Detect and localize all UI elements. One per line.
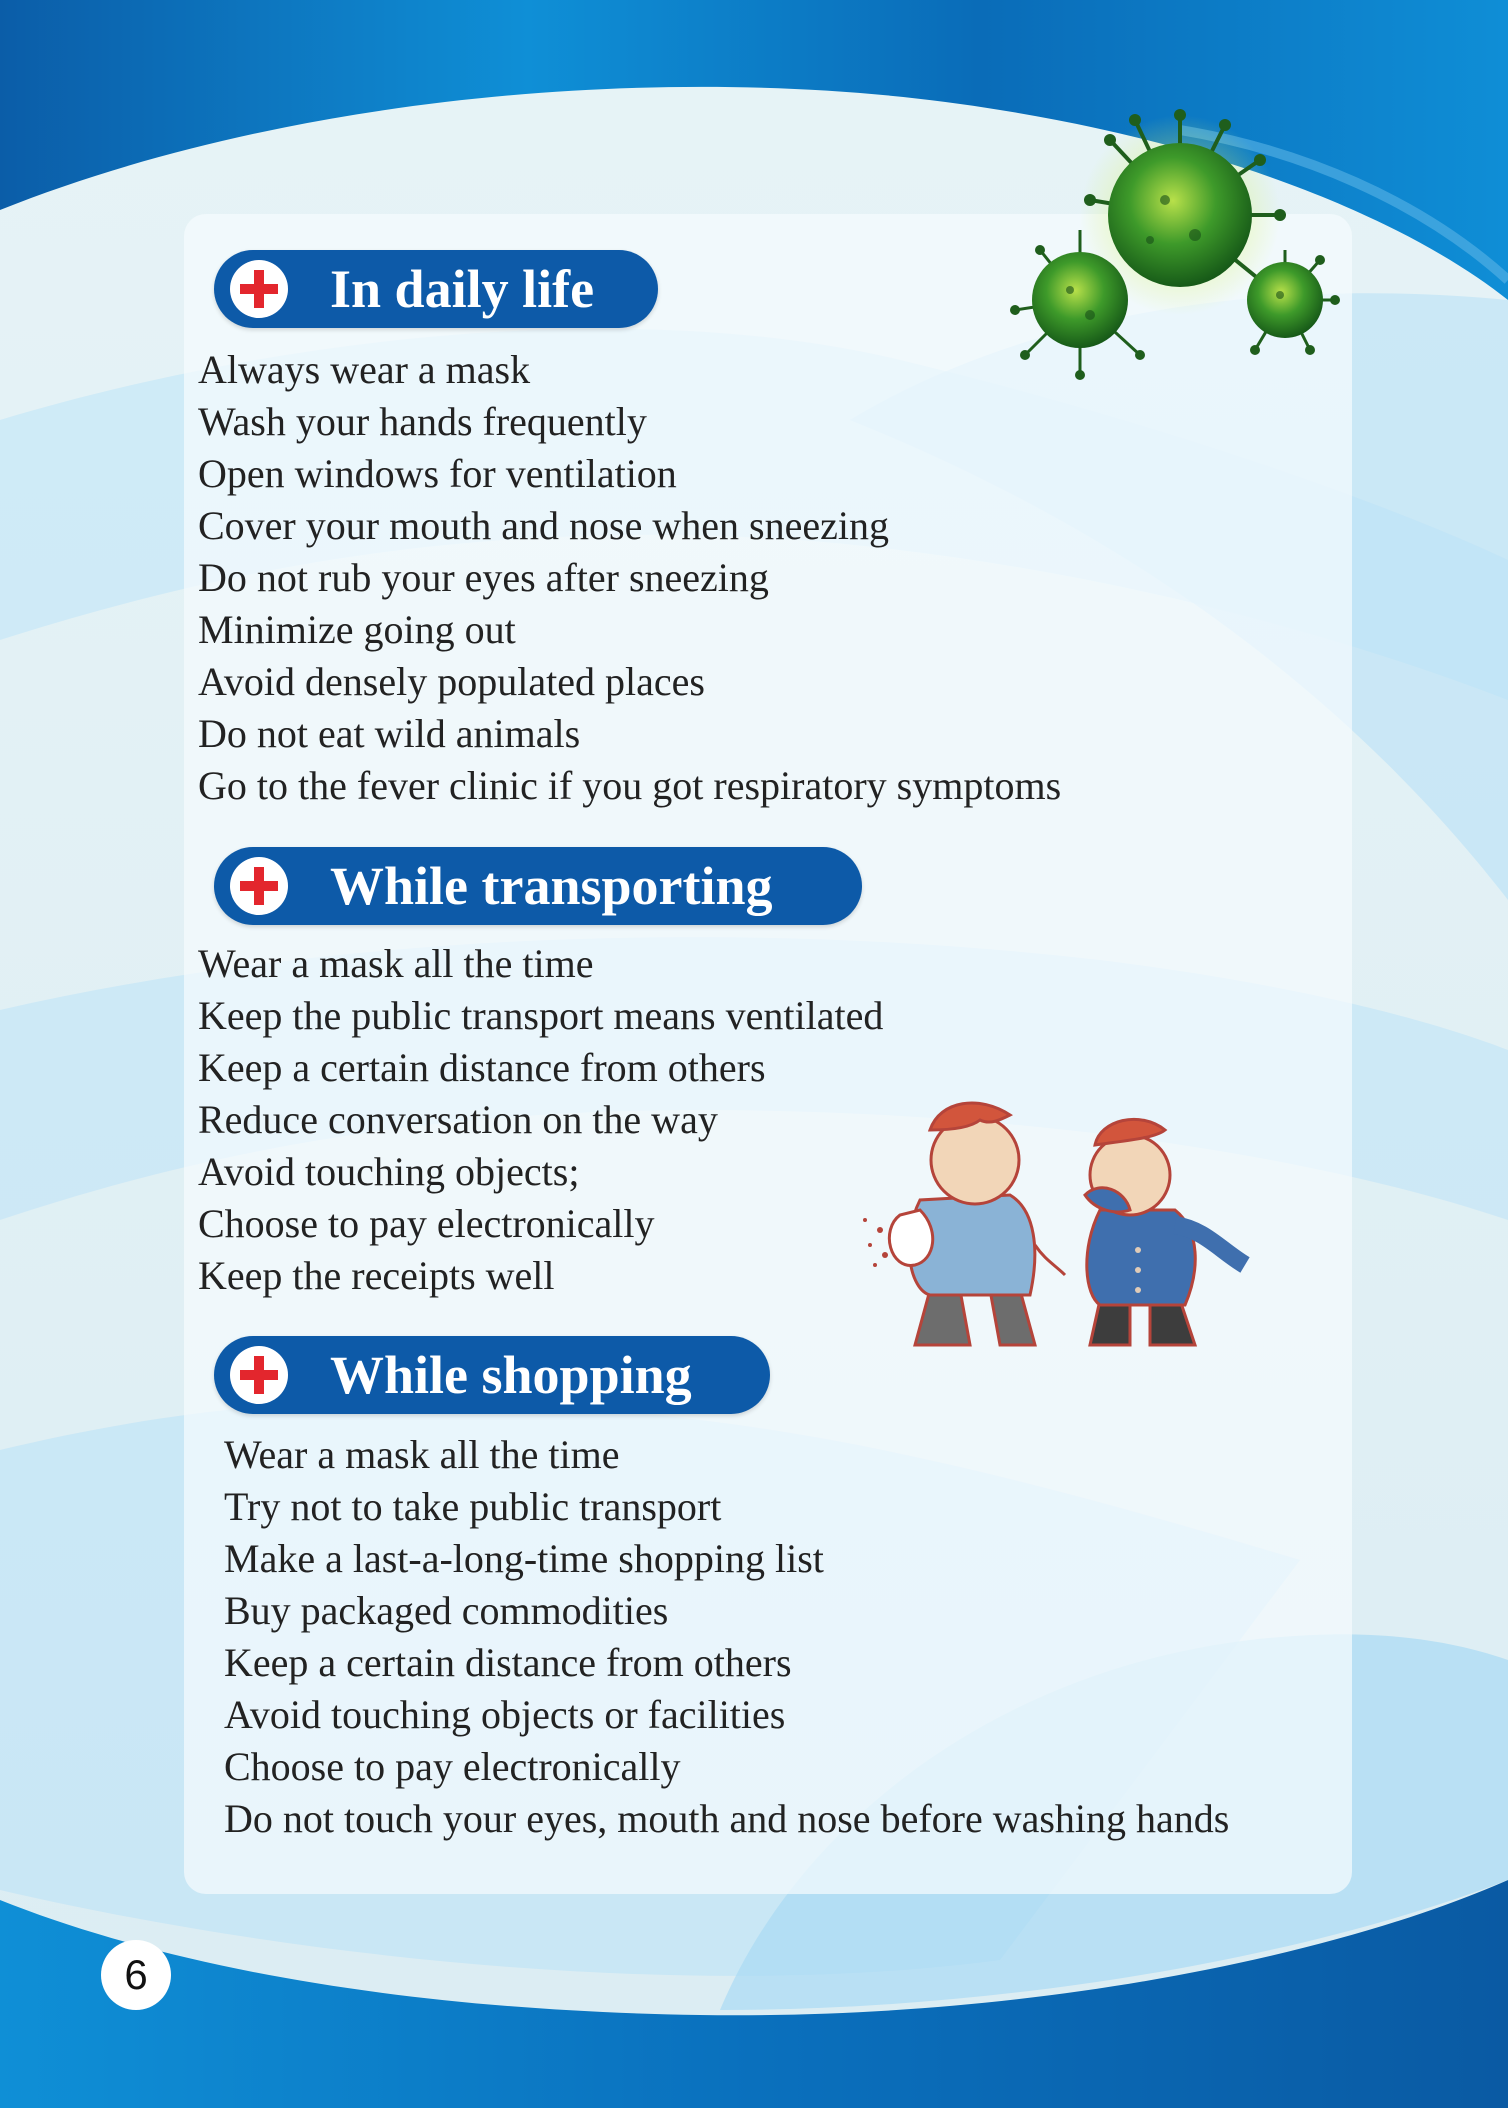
list-item: Buy packaged commodities — [224, 1588, 669, 1633]
list-item: Avoid touching objects or facilities — [224, 1692, 786, 1737]
section-title: While transporting — [330, 856, 773, 916]
red-cross-icon — [230, 1346, 288, 1404]
section-header-transporting — [214, 847, 862, 925]
transporting-list — [198, 938, 883, 1302]
list-item: Keep a certain distance from others — [198, 1045, 766, 1090]
red-cross-icon — [230, 857, 288, 915]
section-title: While shopping — [330, 1345, 692, 1405]
list-item: Wear a mask all the time — [224, 1432, 620, 1477]
list-item: Choose to pay electronically — [198, 1201, 655, 1246]
list-item: Avoid densely populated places — [198, 659, 705, 704]
list-item: Avoid touching objects; — [198, 1149, 580, 1194]
list-item: Wear a mask all the time — [198, 941, 594, 986]
list-item: Keep the receipts well — [198, 1253, 555, 1298]
list-item: Keep the public transport means ventilated — [198, 993, 884, 1038]
list-item: Keep a certain distance from others — [224, 1640, 792, 1685]
list-item: Open windows for ventilation — [198, 451, 677, 496]
shopping-list — [224, 1429, 1229, 1845]
list-item: Choose to pay electronically — [224, 1744, 681, 1789]
list-item: Minimize going out — [198, 607, 516, 652]
section-title: In daily life — [330, 259, 595, 319]
list-item: Wash your hands frequently — [198, 399, 647, 444]
sneezing-people-illustration — [860, 1100, 1280, 1360]
list-item: Try not to take public transport — [224, 1484, 722, 1529]
red-cross-icon — [230, 260, 288, 318]
list-item: Do not eat wild animals — [198, 711, 581, 756]
list-item: Do not rub your eyes after sneezing — [198, 555, 769, 600]
section-header-shopping — [214, 1336, 770, 1414]
section-header-daily-life — [214, 250, 658, 328]
daily-life-list — [198, 344, 1061, 812]
list-item: Go to the fever clinic if you got respiratory symptoms — [198, 763, 1062, 808]
page-number: 6 — [101, 1940, 171, 2010]
list-item: Do not touch your eyes, mouth and nose before washing hands — [224, 1796, 1230, 1841]
list-item: Reduce conversation on the way — [198, 1097, 718, 1142]
list-item: Make a last-a-long-time shopping list — [224, 1536, 824, 1581]
list-item: Cover your mouth and nose when sneezing — [198, 503, 889, 548]
list-item: Always wear a mask — [198, 347, 531, 392]
